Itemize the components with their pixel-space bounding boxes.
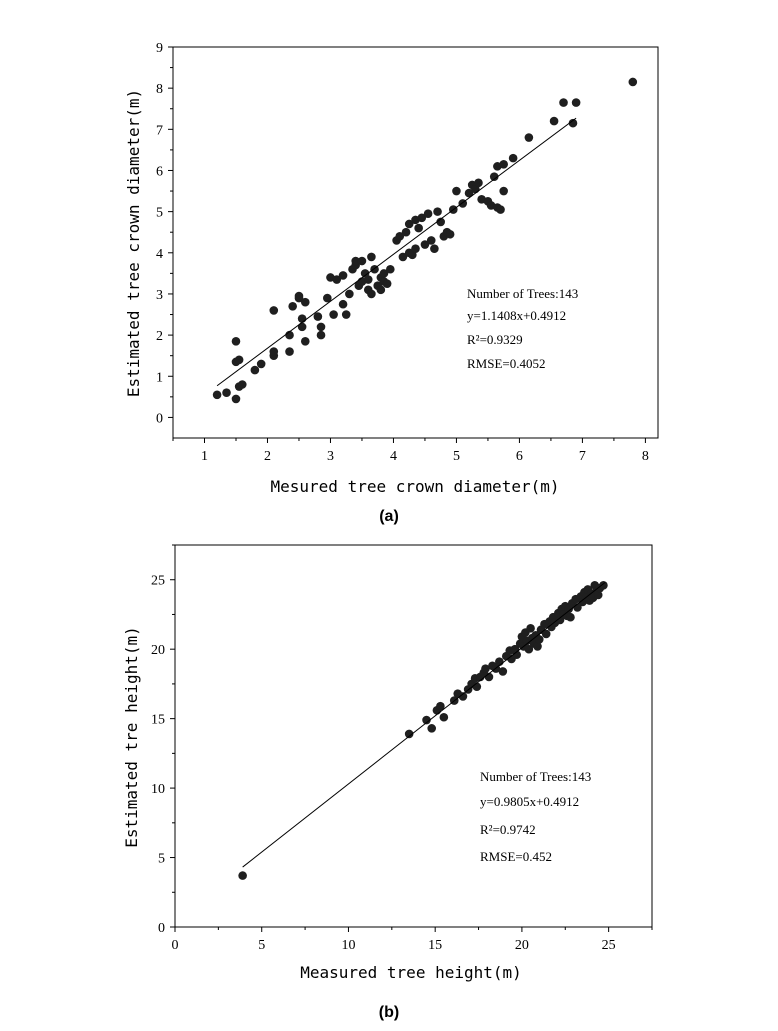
a-x-tick-label: 2 [263, 449, 271, 464]
a-data-point [342, 310, 351, 319]
a-x-tick-label: 8 [641, 449, 649, 464]
b-x-tick-label: 25 [601, 938, 616, 953]
b-data-point [526, 624, 535, 633]
a-data-point [232, 395, 241, 404]
a-data-point [402, 228, 411, 237]
b-x-tick-label: 5 [258, 938, 266, 953]
a-data-point [367, 290, 376, 299]
panel-a-y-axis-title: Estimated tree crown diameter(m) [124, 88, 143, 398]
a-data-point [446, 230, 455, 239]
panel-b-stat-count: Number of Trees:143 [480, 769, 592, 784]
a-data-point [301, 337, 310, 346]
a-data-point [629, 78, 638, 87]
panel-b-y-axis-title: Estimated tre height(m) [122, 626, 141, 848]
b-y-tick-label: 25 [151, 573, 165, 589]
a-data-point [269, 347, 278, 356]
a-y-tick-label: 8 [156, 82, 163, 98]
panel-a-points [213, 78, 637, 404]
panel-b-x-axis-title: Measured tree height(m) [300, 963, 522, 982]
a-x-tick-label: 7 [578, 449, 586, 464]
a-data-point [430, 244, 439, 253]
b-y-tick-label: 5 [158, 851, 165, 867]
b-data-point [440, 713, 449, 722]
a-y-tick-label: 1 [156, 370, 163, 386]
a-data-point [295, 292, 304, 301]
a-data-point [525, 133, 534, 142]
a-data-point [509, 154, 518, 163]
a-data-point [414, 224, 423, 233]
a-data-point [424, 209, 433, 218]
a-y-tick-label: 9 [156, 41, 163, 56]
b-data-point [427, 724, 436, 733]
a-y-tick-label: 3 [156, 287, 163, 303]
a-data-point [474, 179, 483, 188]
b-data-point [499, 667, 508, 676]
a-data-point [433, 207, 442, 216]
a-data-point [317, 331, 326, 340]
panel-a-label: (a) [379, 508, 399, 525]
a-data-point [377, 286, 386, 295]
panel-a-plot-frame [173, 47, 658, 438]
panel-b-stat-r2: R²=0.9742 [480, 822, 536, 837]
b-x-tick-label: 15 [428, 938, 443, 953]
a-data-point [452, 187, 461, 196]
panel-b-stat-equation: y=0.9805x+0.4912 [480, 794, 580, 809]
a-data-point [257, 360, 266, 369]
a-data-point [386, 265, 395, 274]
panel-b-stat-rmse: RMSE=0.452 [480, 849, 552, 864]
a-data-point [345, 290, 354, 299]
a-data-point [213, 390, 222, 399]
a-data-point [298, 323, 307, 332]
a-y-tick-label: 0 [156, 411, 163, 427]
b-data-point [238, 871, 247, 880]
a-data-point [427, 236, 436, 245]
b-data-point [566, 613, 575, 622]
a-x-tick-label: 5 [452, 449, 460, 464]
a-x-tick-label: 3 [326, 449, 334, 464]
a-data-point [235, 356, 244, 365]
panel-a-stat-r2: R²=0.9329 [467, 332, 523, 347]
a-data-point [572, 98, 581, 107]
a-data-point [314, 312, 323, 321]
b-y-tick-label: 15 [151, 712, 165, 728]
a-data-point [358, 257, 367, 266]
panel-b-chart [122, 545, 652, 1021]
b-y-tick-label: 10 [151, 782, 165, 798]
a-y-tick-label: 2 [156, 329, 163, 345]
a-data-point [339, 300, 348, 309]
panel-b-label: (b) [378, 1004, 400, 1021]
b-y-tick-label: 20 [151, 643, 165, 659]
b-data-point [495, 657, 504, 666]
panel-a-x-axis-title: Mesured tree crown diameter(m) [270, 477, 560, 496]
a-data-point [298, 314, 307, 323]
a-data-point [411, 244, 420, 253]
a-data-point [232, 337, 241, 346]
a-data-point [367, 253, 376, 262]
a-data-point [269, 306, 278, 315]
a-data-point [301, 298, 310, 307]
panel-b-points [238, 581, 607, 880]
a-data-point [383, 279, 392, 288]
a-data-point [499, 187, 508, 196]
panel-a-stat-equation: y=1.1408x+0.4912 [467, 308, 567, 323]
a-x-tick-label: 6 [515, 449, 523, 464]
b-x-tick-label: 20 [514, 938, 529, 953]
b-data-point [599, 581, 608, 590]
a-x-tick-label: 1 [200, 449, 208, 464]
a-data-point [222, 388, 231, 397]
a-data-point [251, 366, 260, 375]
b-x-tick-label: 0 [171, 938, 179, 953]
a-data-point [499, 160, 508, 169]
panel-b-fit-line [243, 582, 606, 867]
a-data-point [238, 380, 247, 389]
a-data-point [559, 98, 568, 107]
a-y-tick-label: 5 [156, 205, 163, 221]
a-data-point [329, 310, 338, 319]
a-data-point [288, 302, 297, 311]
panel-a-chart [124, 41, 658, 525]
a-data-point [339, 271, 348, 280]
a-data-point [317, 323, 326, 332]
a-data-point [364, 275, 373, 284]
a-data-point [285, 347, 294, 356]
panel-a-stat-rmse: RMSE=0.4052 [467, 356, 546, 371]
panel-a-stat-count: Number of Trees:143 [467, 286, 579, 301]
a-y-tick-label: 4 [156, 246, 163, 262]
a-data-point [496, 205, 505, 214]
a-y-tick-label: 7 [156, 123, 163, 139]
a-x-tick-label: 4 [389, 449, 397, 464]
b-y-tick-label: 0 [158, 921, 165, 936]
a-y-tick-label: 6 [156, 164, 163, 180]
a-data-point [550, 117, 559, 126]
b-x-tick-label: 10 [341, 938, 356, 953]
